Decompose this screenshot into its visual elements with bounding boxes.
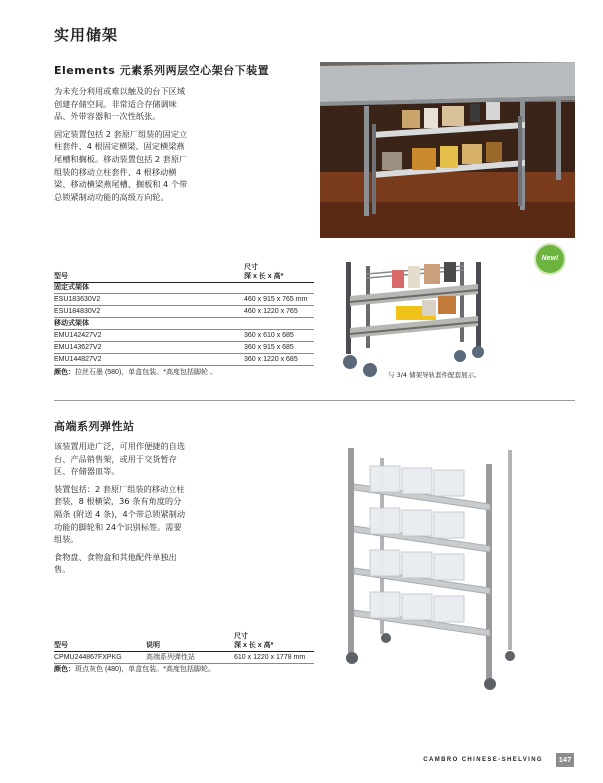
table-row-model: EMU143627V2 xyxy=(54,344,102,351)
section2-paragraph-1: 该装置用途广泛，可用作便捷的自选台、产品销售架，或用于交货暂存区、存储器皿等。 xyxy=(54,441,186,477)
table-row-size: 610 x 1220 x 1778 mm xyxy=(234,654,306,661)
table-row-description: 高端系列弹性站 xyxy=(146,654,195,661)
table-row-model: ESU183630V2 xyxy=(54,296,101,303)
section1-spec-table xyxy=(54,262,314,382)
model-column-header: 型号 xyxy=(54,642,68,649)
table-note-text: 斑点灰色 (480)，单盒包装。*高度包括脚轮。 xyxy=(75,666,216,673)
model-column-header: 型号 xyxy=(54,273,68,280)
section2-paragraph-3: 食物盘、食物盒和其他配件单独出售。 xyxy=(54,551,177,575)
table-row-size: 360 x 610 x 685 xyxy=(244,332,294,339)
table-group-row: 固定式架体 xyxy=(54,284,89,291)
section1-paragraph-1: 为未充分利用或难以触及的台下区域创建存储空间。非常适合存储调味品、外带容器和一次性纸张。 xyxy=(54,86,186,122)
section1-title: Elements 元素系列两层空心架台下装置 xyxy=(54,64,270,77)
table-row-size: 460 x 915 x 765 mm xyxy=(244,296,308,303)
row-rule xyxy=(54,365,314,366)
page-title: 实用储架 xyxy=(54,26,119,44)
table-row-size: 360 x 915 x 685 xyxy=(244,344,294,351)
table-row-size: 460 x 1220 x 765 xyxy=(244,308,298,315)
size-column-subheader: 深 x 长 x 高* xyxy=(244,273,284,280)
page-number: 147 xyxy=(556,753,574,767)
table-note-label: 颜色： xyxy=(54,666,75,673)
table-header-rule xyxy=(54,282,314,283)
size-column-header: 尺寸 xyxy=(244,264,258,271)
flex-station-photo xyxy=(340,444,520,692)
table-note xyxy=(54,664,215,675)
section1-description xyxy=(54,85,189,208)
table-row-model: CPMU244867FXPKG xyxy=(54,654,122,661)
table-group-row: 移动式架体 xyxy=(54,320,89,327)
size-column-subheader: 深 x 长 x 高* xyxy=(234,642,274,649)
table-row-size: 360 x 1220 x 685 xyxy=(244,356,298,363)
section2-spec-table xyxy=(54,631,314,681)
table-note-label: 颜色： xyxy=(54,369,75,376)
section1-paragraph-2: 固定装置包括 2 套原厂组装的固定立柱套件、4 根固定横梁、固定横梁燕尾槽和搁板。移动装置包括 2 套原厂组装的移动立柱套件、4 根移动横梁、移动横梁燕尾槽、搁板和 4 个带总锁紧制动功能的高级万向轮。 xyxy=(54,128,188,202)
photo-caption: 与 3/4 储架导轨套件配套展示。 xyxy=(388,371,481,379)
section2-paragraph-2: 装置包括：2 套原厂组装的移动立柱套装，8 根横梁，36 条有角度的分隔条 (附送 4 条)，4个带总锁紧制动功能的脚轮和 24个识别标签。需要组装。 xyxy=(54,483,186,545)
table-note xyxy=(54,367,217,378)
undertable-shelf-photo xyxy=(320,62,575,238)
table-note-text: 拉丝石墨 (580)，单盒包装。*高度包括脚轮 。 xyxy=(75,369,217,376)
size-column-header: 尺寸 xyxy=(234,633,248,640)
table-row-model: ESU184830V2 xyxy=(54,308,101,315)
mobile-shelf-photo xyxy=(336,256,496,388)
row-rule xyxy=(54,317,314,318)
section2-description xyxy=(54,440,189,581)
table-row-model: EMU142427V2 xyxy=(54,332,102,339)
footer-brand: CAMBRO CHINESE-SHELVING xyxy=(423,757,543,763)
section2-title: 高端系列弹性站 xyxy=(54,420,135,433)
table-row-model: EMU144827V2 xyxy=(54,356,102,363)
section-divider xyxy=(54,400,575,401)
description-column-header: 说明 xyxy=(146,642,160,649)
new-badge: New! xyxy=(536,245,564,273)
